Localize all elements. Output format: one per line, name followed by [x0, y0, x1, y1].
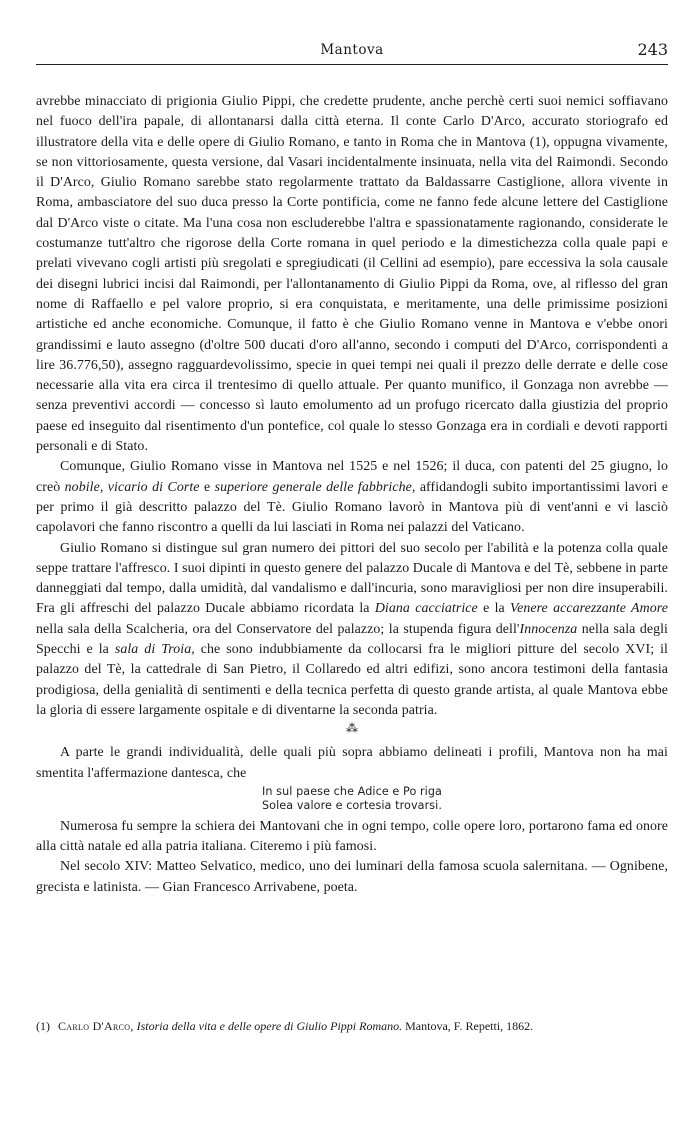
quote-line-2: Solea valore e cortesia trovarsi.: [261, 798, 443, 812]
main-paragraphs: [36, 92, 668, 721]
paragraph-mantovani: Numerosa fu sempre la schiera dei Mantovani che in ogni tempo, colle opere loro, portarono fama ed onore alla città natale ed alla patria italiana. Citeremo i più famosi.: [36, 818, 668, 855]
italic-phrase: sala di Troia,: [114, 642, 195, 658]
body-text: [36, 92, 668, 898]
text-run: nella sala della Scalcheria, ora del Conservatore del palazzo; la stupenda figura dell': [36, 621, 520, 637]
dante-quote: [36, 785, 668, 813]
paragraph-dante: A parte le grandi individualità, delle quali più sopra abbiamo delineati i profili, Mantova non ha mai smentita l'affermazione dantesca, che: [36, 745, 668, 781]
text-run: che sono indubbiamente da collocarsi fra le migliori pitture del secolo XVI; il palazzo del Tè, la cattedrale di San Pietro, il Collaredo ed altri edifizi, sono ancora testimoni della fantasia prodigiosa, della genialità di sentimenti e della tecnica perfetta di questo grande artista, al quale Mantova ebbe la gloria di essere largamente ospitale e di diventarne la seconda patria.: [36, 642, 668, 718]
page-number: 243: [637, 40, 668, 59]
italic-phrase: Diana cacciatrice: [374, 601, 478, 617]
running-title: Mantova: [320, 42, 384, 58]
quote-line-1: In sul paese che Adice e Po riga: [262, 784, 442, 798]
paragraph-3: [36, 539, 668, 722]
text-run: e la: [477, 601, 511, 617]
italic-phrase: superiore generale delle fabbriche,: [214, 479, 416, 495]
text-run: Giulio Romano si distingue sul gran numero dei pittori del suo secolo per l'abilità e la potenza colla quale seppe trattare l'affresco. I suoi dipinti in questo genere del palazzo Ducale di Mantova e del Tè, sebbene in parte danneggiati dal tempo, dalla umidità, dal vandalismo e dall'incuria, sono maravigliosi per non dire insuperabili. Fra gli affreschi del palazzo Ducale abbiamo ricordata la: [36, 540, 668, 617]
asterism: ⁂: [345, 721, 359, 736]
footnote-publication: Mantova, F. Repetti, 1862.: [405, 1019, 534, 1033]
paragraph-2: [36, 457, 668, 538]
footnote: [36, 1018, 668, 1034]
paragraph-1: [36, 92, 668, 457]
text-run: affidandogli subito importantissimi lavori e per primo il già descritto palazzo del Tè. Giulio Romano lavorò in Mantova più di vent'anni e vi lasciò capolavori che fanno riscontro a quelli da lui lasciati in Roma nei palazzi del Vaticano.: [36, 479, 669, 536]
text-run: e: [199, 479, 215, 495]
paragraph-secolo-xiv: Nel secolo XIV: Matteo Selvatico, medico, uno dei luminari della famosa scuola salernitana. — Ognibene, grecista e latinista. — Gian Francesco Arrivabene, poeta.: [36, 859, 668, 895]
italic-phrase: Venere accarezzante Amore: [510, 601, 668, 617]
footnote-marker: (1): [36, 1019, 50, 1033]
running-head: [36, 40, 668, 65]
italic-phrase: nobile, vicario di Corte: [64, 479, 200, 495]
italic-phrase: Innocenza: [519, 621, 578, 637]
text-run: nella sala degli Specchi e la: [36, 621, 668, 658]
text-run: avrebbe minacciato di prigionia Giulio Pippi, che credette prudente, anche perchè certi suoi nemici soffiavano nel fuoco dell'ira papale, di allontanarsi dalla città eterna. Il conte Carlo D'Arco, accurato storiografo ed illustratore della vita e delle opere di Giulio Romano, e tanto in Roma che in Mantova (1), oppugna vivamente, se non vittoriosamente, questa versione, dal Vasari incidentalmente insinuata, nella vita del Raimondi. Secondo il D'Arco, Giulio Romano sarebbe stato regolarmente trattato da Baldassarre Castiglione, allora vivente in Roma, ambasciatore del suo duca presso la Corte pontificia, come ne fanno fede alcune lettere del Castiglione dal D'Arco viste o citate. Ma l'una cosa non escluderebbe l'altra e spassionatamente ragionando, considerate le costumanze tutt'altro che rigorose della Corte romana in quel periodo e la dimestichezza colla quale papi e prelati vivevano cogli artisti più sregolati e spregiudicati (il Cellini ad esempio), pare eccessiva la sola causale dei disegni lubrici incisi dal Raimondi, per l'allontanamento di Giulio Pippi da Roma, ove, al riflesso del gran nome di Raffaello e pel valore proprio, si era conquistata, e meritamente, una delle primissime posizioni artistiche ed anche economiche. Comunque, il fatto è che Giulio Romano venne in Mantova e v'ebbe onori grandissimi e lauto assegno (d'oltre 500 ducati d'oro all'anno, secondo i computi del D'Arco, corrispondenti a lire 36.776,50), assegno ragguardevolissimo, specie in quei tempi nei quali il prezzo delle derrate e delle cose necessarie alla vita era circa il trentesimo di quello attuale. Per quanto munifico, il Gonzaga non avrebbe — senza preventivi accordi — concesso sì lauto emolumento ad un profugo ricercato dalla giustizia del proprio paese ed inseguito dal risentimento d'un pontefice, col quale lo stesso Gonzaga era in cordiali e devoti rapporti personali e di Stato.: [36, 94, 668, 455]
footnote-author: Carlo D'Arco,: [58, 1019, 134, 1033]
text-run: Comunque, Giulio Romano visse in Mantova nel 1525 e nel 1526; il duca, con patenti del 25 giugno, lo creò: [36, 459, 668, 495]
footnote-title: Istoria della vita e delle opere di Giulio Pippi Romano.: [136, 1019, 403, 1033]
